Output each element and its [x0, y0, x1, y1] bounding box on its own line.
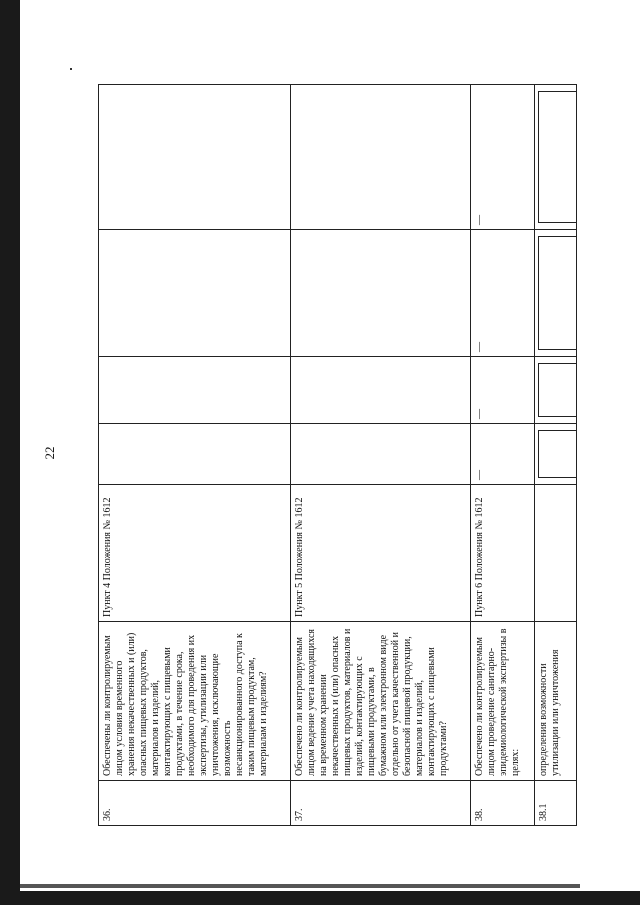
- scan-shadow: [20, 884, 580, 888]
- answer-na-cell: —: [471, 230, 535, 357]
- row-number: 37.: [291, 781, 471, 826]
- page-number: 22: [42, 446, 57, 460]
- note-cell: —: [471, 85, 535, 230]
- answer-no-cell: —: [471, 357, 535, 424]
- answer-yes-cell: —: [471, 424, 535, 485]
- reference-cell: [535, 485, 577, 622]
- table-row: [99, 85, 291, 826]
- sub-cell: [538, 91, 576, 223]
- question-cell: определения возможности утилизации или уничтожения: [535, 622, 577, 781]
- question-cell: Обеспечено ли контролируемым лицом проведение санитарно-эпидемиологической экспертизы в целях:: [471, 622, 535, 781]
- rotated-page: [98, 84, 576, 826]
- sub-cell: [538, 236, 576, 350]
- table-row: [535, 85, 577, 826]
- row-number: 36.: [99, 781, 291, 826]
- row-number: 38.1: [535, 781, 577, 826]
- question-cell: Обеспечено ли контролируемым лицом ведение учета находящихся на временном хранении некачественных и (или) опасных пищевых продуктов, материалов и изделий, контактирующих с пищевыми продуктами, в бумажном или электронном виде отдельно от учета качественной и безопасной пищевой продукции, материалов и изделий, контактирующих с пищевыми продуктами?: [291, 622, 471, 781]
- scan-speck: [70, 68, 72, 70]
- row-number: 38.: [471, 781, 535, 826]
- answer-na-cell: [99, 230, 291, 357]
- reference-cell: Пункт 4 Положения № 1612: [99, 485, 291, 622]
- answer-na-cell: [535, 230, 577, 357]
- table-row: [471, 85, 535, 826]
- answer-no-cell: [535, 357, 577, 424]
- note-cell: [99, 85, 291, 230]
- answer-yes-cell: [291, 424, 471, 485]
- sub-cell: [538, 363, 576, 417]
- question-cell: Обеспечены ли контролируемым лицом условия временного хранения некачественных и (или) опасных пищевых продуктов, материалов и изделий, контактирующих с пищевыми продуктами, в течение срока, необходимого для проведения их экспертизы, утилизации или уничтожения, исключающие возможность несанкционированного доступа к таким пищевым продуктам, материалам и изделиям?: [99, 622, 291, 781]
- answer-yes-cell: [535, 424, 577, 485]
- answer-no-cell: [291, 357, 471, 424]
- note-cell: [535, 85, 577, 230]
- scan-edge-bottom: [0, 891, 640, 905]
- reference-cell: Пункт 6 Положения № 1612: [471, 485, 535, 622]
- note-cell: [291, 85, 471, 230]
- scan-edge-left: [0, 0, 20, 905]
- table-row: [291, 85, 471, 826]
- reference-cell: Пункт 5 Положения № 1612: [291, 485, 471, 622]
- answer-na-cell: [291, 230, 471, 357]
- answer-yes-cell: [99, 424, 291, 485]
- checklist-table: [98, 84, 577, 826]
- sub-cell: [538, 430, 576, 478]
- answer-no-cell: [99, 357, 291, 424]
